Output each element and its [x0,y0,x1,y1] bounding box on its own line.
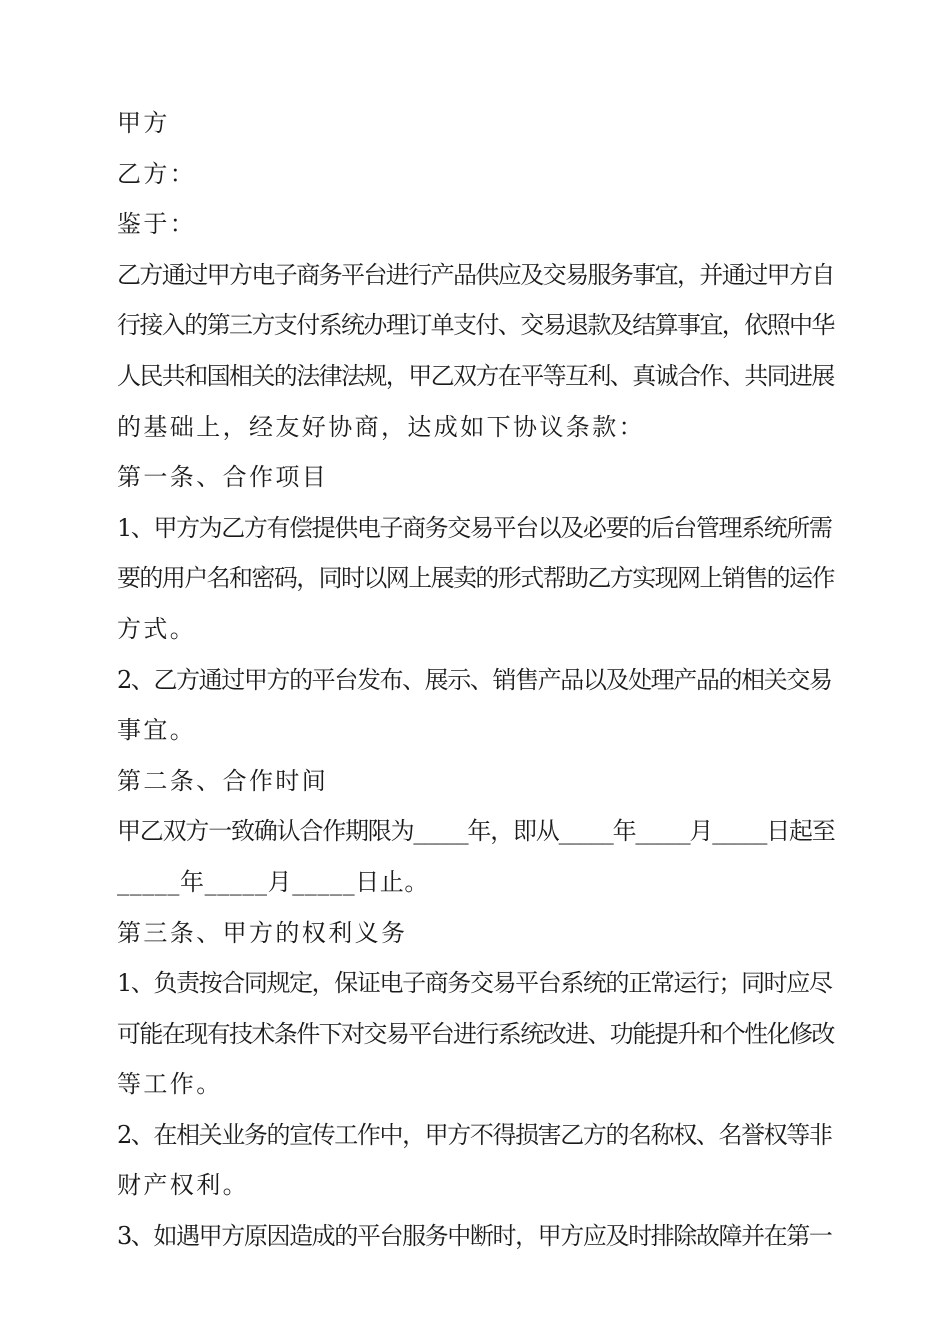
clause-line: 2、乙方通过甲方的平台发布、展示、销售产品以及处理产品的相关交易 [117,665,832,694]
article-heading: 第三条、甲方的权利义务 [117,918,408,947]
clause-line: 等工作。 [117,1070,223,1099]
clause-line: 3、如遇甲方原因造成的平台服务中断时，甲方应及时排除故障并在第一 [117,1222,832,1251]
preamble-line: 人民共和国相关的法律法规，甲乙双方在平等互利、真诚合作、共同进展 [117,361,834,390]
preamble-line: 行接入的第三方支付系统办理订单支付、交易退款及结算事宜，依照中华 [117,311,834,340]
clause-line: 方式。 [117,614,197,643]
clause-line: 1、负责按合同规定，保证电子商务交易平台系统的正常运行；同时应尽 [117,969,832,998]
preamble-line: 的基础上，经友好协商，达成如下协议条款： [117,412,645,441]
clause-line: 1、甲方为乙方有偿提供电子商务交易平台以及必要的后台管理系统所需 [117,513,832,542]
clause-line: 事宜。 [117,716,197,745]
article-heading: 第一条、合作项目 [117,463,329,492]
party-b-label: 乙方： [117,159,197,188]
party-a-label: 甲方 [117,109,170,137]
whereas-label: 鉴于： [117,210,197,239]
preamble-line: 乙方通过甲方电子商务平台进行产品供应及交易服务事宜，并通过甲方自 [117,260,834,289]
term-line: 甲乙双方一致确认合作期限为_____年，即从_____年_____月_____日起至 [117,817,835,846]
term-line: _____年_____月_____日止。 [117,867,429,896]
article-heading: 第二条、合作时间 [117,766,329,795]
clause-line: 可能在现有技术条件下对交易平台进行系统改进、功能提升和个性化修改 [117,1019,834,1048]
clause-line: 2、在相关业务的宣传工作中，甲方不得损害乙方的名称权、名誉权等非 [117,1120,832,1149]
document-body [117,98,837,1262]
clause-line: 财产权利。 [117,1171,249,1200]
clause-line: 要的用户名和密码，同时以网上展卖的形式帮助乙方实现网上销售的运作 [117,564,834,593]
